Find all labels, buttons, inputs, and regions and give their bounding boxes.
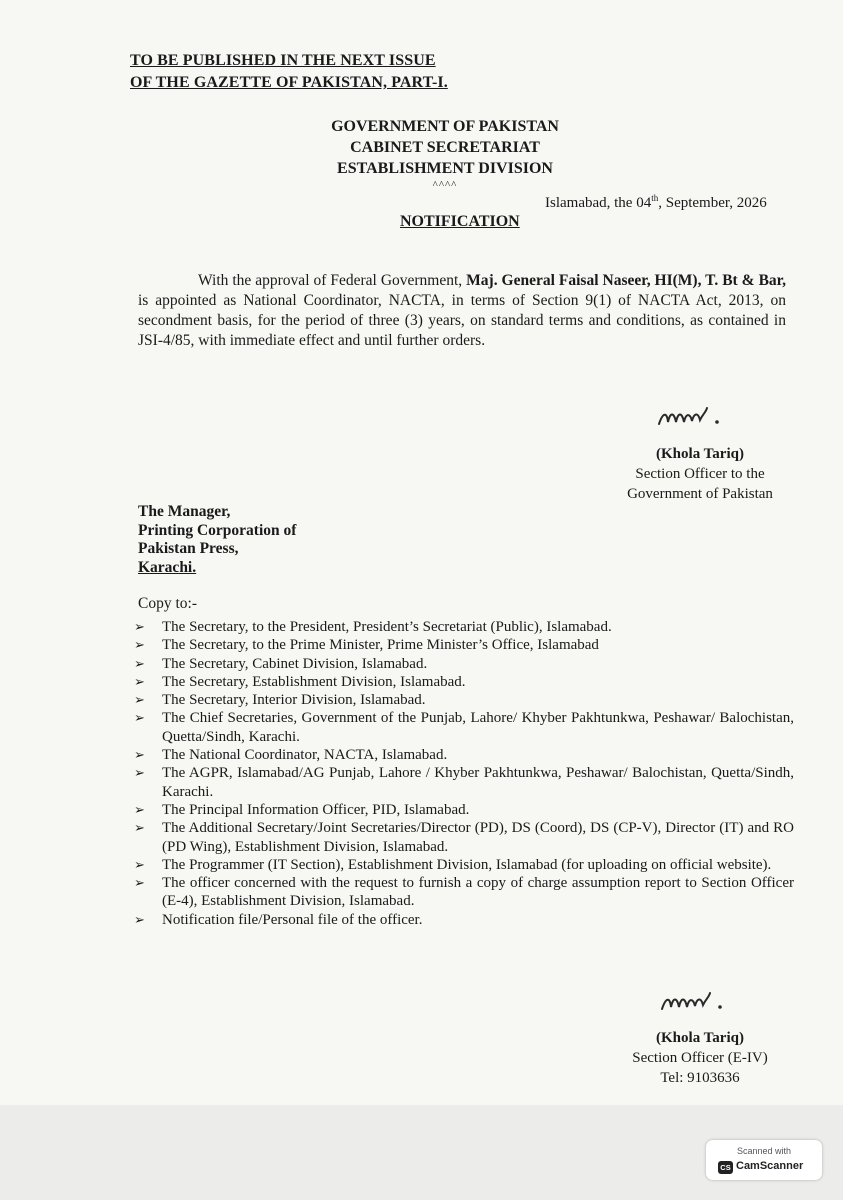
dateline-ordinal: th — [651, 193, 659, 203]
appointee-name: Maj. General Faisal Naseer, HI(M), T. Bt & Bar, — [466, 272, 786, 289]
signatory-title-2: Section Officer (E-IV) — [632, 1050, 768, 1066]
signature-initials-2 — [658, 985, 728, 1019]
arrow-bullet-icon: ➢ — [134, 765, 145, 781]
arrow-bullet-icon: ➢ — [134, 655, 145, 671]
addressee-line-1: The Manager, — [138, 503, 231, 520]
signature-initials-1 — [655, 400, 725, 434]
addressee-line-2: Printing Corporation of — [138, 521, 297, 539]
body-lead: With the approval of Federal Government, — [198, 272, 467, 289]
gazette-publication-header — [130, 50, 448, 94]
camscanner-watermark — [706, 1140, 822, 1180]
signatory-name-1: (Khola Tariq) — [656, 446, 744, 462]
copy-to-list — [134, 618, 794, 929]
signature-block-1 — [600, 444, 800, 504]
list-item: ➢ The Secretary, to the Prime Minister, Prime Minister’s Office, Islamabad — [134, 637, 599, 654]
list-item: ➢ The Programmer (IT Section), Establishment Division, Islamabad (for uploading on official website). — [134, 856, 772, 873]
list-item: ➢ The Additional Secretary/Joint Secretaries/Director (PD), DS (Coord), DS (CP-V), Director (IT) and RO (PD Wing), Establishment Division, Islamabad. — [134, 820, 794, 855]
signature-block-2 — [600, 1028, 800, 1088]
dateline-suffix: , September, 2026 — [658, 195, 767, 211]
notification-title: NOTIFICATION — [400, 213, 520, 230]
addressee-line-3: Pakistan Press, — [138, 540, 239, 557]
list-item: ➢ The Principal Information Officer, PID, Islamabad. — [134, 801, 470, 818]
camscanner-logo-icon: CS — [718, 1161, 733, 1174]
gazette-line-1: TO BE PUBLISHED IN THE NEXT ISSUE — [130, 52, 436, 69]
list-item: ➢ The AGPR, Islamabad/AG Punjab, Lahore / Khyber Pakhtunkwa, Peshawar/ Balochistan, Quetta/Sindh, Karachi. — [134, 765, 794, 800]
body-rest: is appointed as National Coordinator, NACTA, in terms of Section 9(1) of NACTA Act, 2013, on secondment basis, for the period of three (3) years, on standard terms and conditions, as contained in JSI-4/85, with immediate effect and until further orders. — [138, 292, 786, 349]
signatory-title-1: Section Officer to the — [635, 466, 765, 482]
signatory-office-1: Government of Pakistan — [627, 486, 773, 502]
list-item: ➢ The officer concerned with the request to furnish a copy of charge assumption report to Section Officer (E-4), Establishment Division, Islamabad. — [134, 875, 794, 910]
arrow-bullet-icon: ➢ — [134, 637, 145, 653]
list-item: ➢ The Secretary, Interior Division, Islamabad. — [134, 692, 426, 709]
arrow-bullet-icon: ➢ — [134, 710, 145, 726]
letterhead-separator: ^^^^ — [432, 179, 458, 191]
letterhead-government: GOVERNMENT OF PAKISTAN — [331, 118, 559, 135]
scanned-with-label: Scanned with — [736, 1146, 792, 1156]
list-item: ➢ Notification file/Personal file of the officer. — [134, 911, 423, 928]
letterhead-secretariat: CABINET SECRETARIAT — [350, 139, 540, 156]
addressee-block — [138, 503, 296, 577]
arrow-bullet-icon: ➢ — [134, 801, 145, 817]
list-item: ➢ The Chief Secretaries, Government of the Punjab, Lahore/ Khyber Pakhtunkwa, Peshawar/ Balochistan, Quetta/Sindh, Karachi. — [134, 710, 794, 745]
arrow-bullet-icon: ➢ — [134, 692, 145, 708]
arrow-bullet-icon: ➢ — [134, 619, 145, 634]
dateline-prefix: Islamabad, the 04 — [545, 195, 652, 211]
letterhead — [300, 116, 590, 191]
letterhead-division: ESTABLISHMENT DIVISION — [337, 160, 553, 177]
list-item: ➢ The Secretary, to the President, President’s Secretariat (Public), Islamabad. — [134, 619, 612, 635]
notification-body — [138, 271, 786, 351]
arrow-bullet-icon: ➢ — [134, 911, 145, 927]
arrow-bullet-icon: ➢ — [134, 856, 145, 872]
arrow-bullet-icon: ➢ — [134, 820, 145, 836]
signatory-name-2: (Khola Tariq) — [656, 1030, 744, 1046]
list-item: ➢ The Secretary, Cabinet Division, Islamabad. — [134, 655, 428, 672]
gazette-line-2: OF THE GAZETTE OF PAKISTAN, PART-I. — [130, 74, 448, 91]
dateline — [545, 193, 767, 212]
addressee-city: Karachi. — [138, 558, 197, 576]
list-item: ➢ The National Coordinator, NACTA, Islamabad. — [134, 747, 448, 764]
arrow-bullet-icon: ➢ — [134, 747, 145, 763]
signatory-phone: Tel: 9103636 — [660, 1070, 740, 1086]
arrow-bullet-icon: ➢ — [134, 673, 145, 689]
camscanner-name: CamScanner — [736, 1160, 804, 1172]
arrow-bullet-icon: ➢ — [134, 875, 145, 891]
list-item: ➢ The Secretary, Establishment Division, Islamabad. — [134, 673, 466, 690]
copy-to-label: Copy to:- — [138, 595, 197, 612]
